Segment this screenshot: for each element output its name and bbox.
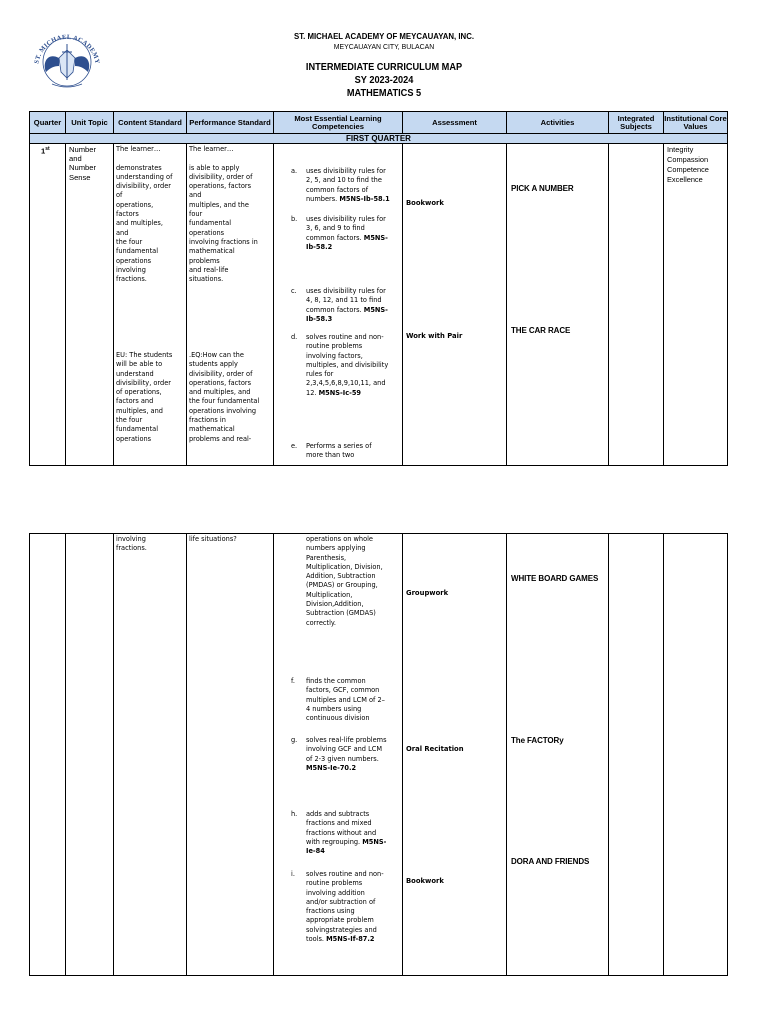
column-header: Assessment <box>403 112 507 134</box>
activity-label: WHITE BOARD GAMES <box>511 574 599 583</box>
quarter-banner: FIRST QUARTER <box>30 134 728 144</box>
school-city: MEYCAUAYAN CITY, BULACAN <box>333 42 435 51</box>
activity-label: THE CAR RACE <box>511 326 571 335</box>
assessment-label: Oral Recitation <box>406 745 464 753</box>
subject-title: MATHEMATICS 5 <box>346 88 422 99</box>
content-standard-eu: EU: The students will be able to understand divisibility, order of operations, factors and multiples, and the four fundamental operations <box>116 351 173 443</box>
logo-arc-text: ST. MICHAEL ACADEMY <box>33 33 101 65</box>
activity-label: The FACTORy <box>511 736 564 745</box>
column-header: Quarter <box>30 112 66 134</box>
activity-label: PICK A NUMBER <box>511 184 574 193</box>
table-header-row <box>30 112 728 134</box>
table-row: 1st Number and Number Sense The learner… demonstrates understanding of divisibility, order of operations, factors and multiples, and the four fundamental operations involving fractions. EU: The students will be able to understand divisibility, order of operations, factors and multiples, and the four fundamental operations The learner… is able to apply divisibility, order of operations, factors and multiples, and the four fundamental operations involving fractions in mathematical problems and real-life situations. .EQ:How can the students apply divisibility, order of operations, factors and multiples, and the four fundamental operations involving fractions in mathematical problems and real- a. uses divisibility rules for 2, 5, and 10 to find the common factors of numbers. M5NS-Ib-58.1 b. uses divisibility rules for 3, 6, and 9 to find common factors. M5NS- Ib-58.2 c. uses divisibility rules for 4, 8, 12, and 11 to find common factors. M5NS- Ib-58.3 d. solves routine and non- routine problems involving factors, multiples, and divisibility rules for 2,3,4,5,6,8,9,10,11, and 12. M5NS-Ic-59 e. Performs a series of more than two Bookwork Work with Pair PICK A NUMBER THE CAR RACE Integrity Compassion Competence Excellence <box>30 144 728 466</box>
school-name: ST. MICHAEL ACADEMY OF MEYCAUAYAN, INC. <box>293 31 475 41</box>
assessment-label: Work with Pair <box>406 332 463 340</box>
content-standard-continued: involving fractions. <box>116 535 147 553</box>
performance-standard: The learner… is able to apply divisibility, order of operations, factors and multiples, and the four fundamental operations involving fractions in mathematical problems and real-life situations. <box>189 145 258 284</box>
integrated-subjects-cell <box>609 144 664 466</box>
performance-standard-continued: life situations? <box>189 535 237 543</box>
performance-standard-eq: .EQ:How can the students apply divisibility, order of operations, factors and multiples, and the four fundamental operations involving fractions in mathematical problems and real- <box>189 351 260 443</box>
column-header: Performance Standard <box>187 112 274 134</box>
column-header: Activities <box>507 112 609 134</box>
assessment-label: Groupwork <box>406 589 449 597</box>
assessment-label: Bookwork <box>406 199 444 207</box>
unit-topic: Number and Number Sense <box>69 145 97 182</box>
quarter-cell: 1st <box>41 146 50 156</box>
core-values: Integrity Compassion Competence Excellence <box>667 145 709 184</box>
column-header: Integrated Subjects <box>609 112 664 134</box>
content-standard: The learner… demonstrates understanding of divisibility, order of operations, factors and multiples, and the four fundamental operations involving fractions. <box>116 145 173 284</box>
assessment-label: Bookwork <box>406 877 444 885</box>
column-header: Institutional Core Values <box>664 112 728 134</box>
column-header: Most Essential Learning Competencies <box>274 112 403 134</box>
column-header: Content Standard <box>114 112 187 134</box>
curriculum-table-page-1 <box>29 111 728 466</box>
map-title: INTERMEDIATE CURRICULUM MAP <box>305 62 463 73</box>
column-header: Unit Topic <box>66 112 114 134</box>
school-year: SY 2023-2024 <box>354 75 414 86</box>
activity-label: DORA AND FRIENDS <box>511 857 590 866</box>
table-row: involving fractions. life situations? operations on whole numbers applying Parenthesis, Multiplication, Division, Addition, Subtraction (PMDAS) or Grouping, Multiplication, Division,Addition, Subtraction (GMDAS) correctly. f. finds the common factors, GCF, common multiples and LCM of 2– 4 numbers using continuous division g. solves real-life problems involving GCF and LCM of 2-3 given numbers. M5NS-Ie-70.2 h. adds and subtracts fractions and mixed fractions without and with regrouping. M5NS- Ie-84 i. solves routine and non- routine problems involving addition and/or subtraction of fractions using appropriate problem solvingstrategies and tools. M5NS-If-87.2 Groupwork Oral Recitation Bookwork WHITE BOARD GAMES The FACTORy DORA AND FRIENDS <box>30 534 728 976</box>
curriculum-table-page-2 <box>29 533 728 976</box>
quarter-banner-row <box>30 134 728 144</box>
